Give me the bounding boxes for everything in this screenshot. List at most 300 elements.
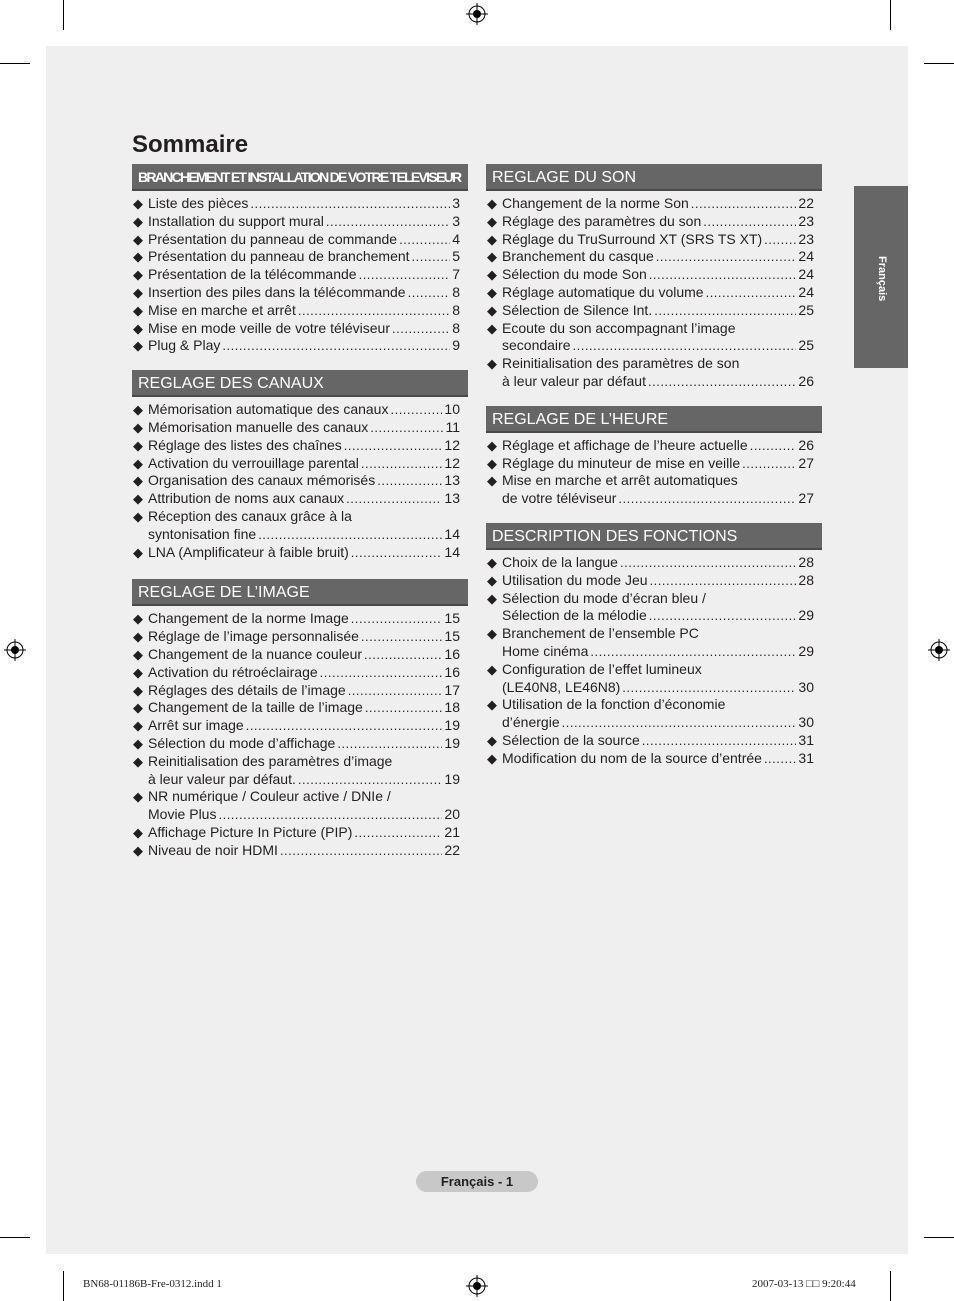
toc-entry[interactable] [132,788,468,824]
toc-entry-line [502,679,814,697]
dot-leader [706,284,797,302]
toc-page-number: 19 [444,734,460,751]
toc-entry[interactable] [132,544,468,562]
toc-entry-text: Réglage des listes des chaînes [148,436,342,453]
dot-leader [622,679,796,697]
dot-leader [361,628,443,646]
diamond-bullet-icon: ◆ [133,213,143,229]
toc-entry-text: Configuration de l’effet lumineux [502,660,702,677]
diamond-bullet-icon: ◆ [133,302,143,318]
toc-entry[interactable] [132,508,468,544]
toc-entry[interactable] [132,610,468,628]
toc-entry[interactable] [132,646,468,664]
dot-leader [618,490,796,508]
toc-page-number: 23 [798,212,814,229]
toc-entry-line [502,472,814,490]
toc-entry-line [148,508,460,526]
toc-entry-text: Réglage de l’image personnalisée [148,628,359,645]
toc-entry-text: Réception des canaux grâce à la [148,507,352,524]
section-heading: REGLAGE DE L’HEURE [486,406,822,433]
toc-page-number: 24 [798,283,814,300]
toc-page-number: 29 [798,642,814,659]
toc-section [486,164,822,391]
diamond-bullet-icon: ◆ [133,320,143,336]
toc-entry[interactable] [486,750,822,768]
toc-section [132,164,468,355]
toc-page-number: 3 [452,195,460,211]
footer-file-name: BN68-01186B-Fre-0312.indd 1 [83,1278,222,1290]
dot-leader [750,437,797,455]
toc-entry-line [502,231,814,249]
toc-page-number: 18 [444,699,460,716]
toc-entry-text: Sélection de Silence Int. [502,301,653,318]
toc-entry-text: Activation du rétroéclairage [148,663,318,680]
toc-entry[interactable] [486,732,822,750]
dot-leader [408,284,451,302]
dot-leader [377,472,442,490]
toc-page-number: 25 [798,301,814,318]
toc-page-number: 5 [452,248,460,265]
toc-entry[interactable] [132,337,468,355]
toc-page-number: 9 [452,337,460,354]
toc-entry[interactable] [486,590,822,626]
toc-page-number: 11 [445,418,460,435]
toc-entry-text: Réglage du minuteur de mise en veille [502,454,741,471]
toc-entry-text: Présentation du panneau de commande [148,230,398,247]
dot-leader [280,842,442,860]
diamond-bullet-icon: ◆ [487,697,497,713]
diamond-bullet-icon: ◆ [133,508,143,524]
dot-leader [298,771,443,789]
toc-entry-text: Sélection du mode d’affichage [148,734,336,751]
diamond-bullet-icon: ◆ [133,402,143,418]
diamond-bullet-icon: ◆ [133,664,143,680]
dot-leader [412,248,451,266]
toc-section [132,579,468,859]
toc-entry-line [502,266,814,284]
toc-entry-text: Mémorisation manuelle des canaux [148,418,369,435]
toc-entry-line [502,696,814,714]
toc-entry-line [502,455,814,473]
toc-entry[interactable] [486,213,822,231]
diamond-bullet-icon: ◆ [133,455,143,471]
toc-entry[interactable] [486,231,822,249]
toc-entry-line [502,714,814,732]
toc-entry[interactable] [486,195,822,213]
toc-page-number: 30 [798,714,814,731]
toc-entry-text: Liste des pièces [148,195,249,211]
dot-leader [654,302,796,320]
dot-leader [649,607,797,625]
diamond-bullet-icon: ◆ [487,590,497,606]
dot-leader [365,699,443,717]
toc-section [486,406,822,508]
toc-entry[interactable] [132,699,468,717]
toc-entry[interactable] [132,401,468,419]
toc-entry-line [502,750,814,768]
toc-entry[interactable] [132,302,468,320]
toc-entry-text: Reinitialisation des paramètres d’image [148,752,393,769]
toc-entry-line [148,337,460,355]
toc-entry-text: à leur valeur par défaut [502,372,646,389]
toc-entry[interactable] [486,472,822,508]
toc-entry-text: Réglage des paramètres du son [502,212,702,229]
crop-mark [63,1271,64,1301]
toc-page-number: 8 [452,301,460,318]
right-column [486,164,822,768]
dot-leader [348,682,443,700]
toc-entry[interactable] [486,248,822,266]
toc-page-number: 30 [798,678,814,695]
dot-leader [351,610,443,628]
toc-entry-line [148,753,460,771]
dot-leader [392,320,450,338]
toc-entry-text: Changement de la nuance couleur [148,645,363,662]
toc-entry-text: Branchement de l’ensemble PC [502,625,699,642]
toc-entry-text: à leur valeur par défaut. [148,770,296,787]
toc-entry[interactable] [132,231,468,249]
dot-leader [620,554,796,572]
toc-entry-line [502,213,814,231]
toc-entry-line [148,717,460,735]
toc-list [132,195,468,355]
toc-page-number: 12 [444,454,460,471]
toc-entry[interactable] [486,696,822,732]
language-side-tab [854,186,908,368]
toc-entry-text: Choix de la langue [502,553,618,570]
toc-entry-line [148,824,460,842]
diamond-bullet-icon: ◆ [487,284,497,300]
toc-page-number: 19 [444,717,460,734]
toc-entry-text: Home cinéma [502,642,589,659]
toc-page-number: 15 [444,628,460,645]
dot-leader [364,646,442,664]
toc-entry-line [148,437,460,455]
toc-page-number: 28 [798,553,814,570]
toc-page-number: 29 [798,607,814,624]
toc-entry[interactable] [132,320,468,338]
toc-entry-line [148,610,460,628]
diamond-bullet-icon: ◆ [133,338,143,354]
toc-entry[interactable] [486,661,822,697]
diamond-bullet-icon: ◆ [133,682,143,698]
toc-page-number: 31 [798,749,814,766]
toc-list [486,437,822,508]
toc-entry-text: Activation du verrouillage parental [148,454,359,471]
registration-mark-icon [466,1275,488,1297]
diamond-bullet-icon: ◆ [133,789,143,805]
toc-entry-line [148,490,460,508]
toc-entry-line [502,661,814,679]
toc-entry-line [148,195,460,213]
toc-entry[interactable] [132,195,468,213]
diamond-bullet-icon: ◆ [487,554,497,570]
toc-entry-text: Reinitialisation des paramètres de son [502,355,740,372]
toc-entry[interactable] [132,824,468,842]
dot-leader [742,455,796,473]
toc-entry-line [502,572,814,590]
dot-leader [326,213,450,231]
crop-mark [890,1271,891,1301]
toc-section [486,523,822,768]
toc-entry-text: Sélection de la source [502,731,640,748]
toc-list [486,195,822,391]
toc-entry-text: Réglage automatique du volume [502,283,704,300]
toc-entry-text: Sélection de la mélodie [502,607,647,624]
toc-entry-text: Arrêt sur image [148,717,244,734]
toc-entry-text: Réglage et affichage de l’heure actuelle [502,436,748,453]
toc-entry[interactable] [132,717,468,735]
toc-entry-line [148,699,460,717]
diamond-bullet-icon: ◆ [133,629,143,645]
section-heading: REGLAGE DU SON [486,164,822,191]
toc-entry-line [148,735,460,753]
diamond-bullet-icon: ◆ [133,249,143,265]
toc-entry-line [502,373,814,391]
dot-leader [346,490,442,508]
toc-page-number: 7 [452,266,460,283]
toc-entry-line [502,195,814,213]
toc-entry[interactable] [132,682,468,700]
dot-leader [764,750,796,768]
section-heading: REGLAGE DES CANAUX [132,370,468,397]
diamond-bullet-icon: ◆ [487,626,497,642]
dot-leader [573,337,797,355]
diamond-bullet-icon: ◆ [487,231,497,247]
diamond-bullet-icon: ◆ [487,320,497,336]
toc-entry[interactable] [132,266,468,284]
diamond-bullet-icon: ◆ [133,231,143,247]
side-tab-label: Français [876,256,888,302]
toc-entry-text: Installation du support mural [148,212,324,229]
dot-leader [590,643,796,661]
toc-page-number: 23 [798,230,814,247]
toc-entry-line [502,732,814,750]
diamond-bullet-icon: ◆ [487,473,497,489]
toc-page-number: 8 [452,319,460,336]
diamond-bullet-icon: ◆ [133,842,143,858]
toc-entry-text: syntonisation fine [148,525,257,542]
toc-list [132,610,468,859]
dot-leader [222,337,450,355]
toc-entry-line [502,643,814,661]
toc-page-number: 17 [444,681,460,698]
toc-page-number: 15 [444,610,460,627]
toc-entry-text: Réglages des détails de l’image [148,681,346,698]
toc-page-number: 24 [798,266,814,283]
toc-entry-line [502,284,814,302]
toc-entry-line [148,842,460,860]
diamond-bullet-icon: ◆ [487,249,497,265]
toc-entry-line [148,544,460,562]
diamond-bullet-icon: ◆ [133,735,143,751]
toc-entry[interactable] [486,355,822,391]
toc-entry-text: Mise en marche et arrêt automatiques [502,472,738,489]
toc-entry-line [148,231,460,249]
toc-entry-line [502,337,814,355]
toc-entry-text: Niveau de noir HDMI [148,841,278,858]
crop-mark [63,0,64,30]
toc-page-number: 25 [798,337,814,354]
page-title: Sommaire [132,131,249,158]
diamond-bullet-icon: ◆ [133,544,143,560]
toc-entry-line [148,628,460,646]
crop-mark [890,0,891,30]
dot-leader [354,824,442,842]
dot-leader [642,732,797,750]
toc-page-number: 26 [798,372,814,389]
dot-leader [370,419,443,437]
toc-entry[interactable] [132,419,468,437]
dot-leader [390,401,442,419]
crop-mark [0,63,30,64]
toc-entry-line [148,302,460,320]
toc-entry-line [502,625,814,643]
toc-entry[interactable] [132,248,468,266]
toc-entry-line [502,355,814,373]
toc-entry-line [502,320,814,338]
toc-entry-text: Mise en marche et arrêt [148,301,296,318]
toc-entry-text: Mémorisation automatique des canaux [148,401,389,418]
toc-entry[interactable] [486,554,822,572]
toc-entry-line [502,590,814,608]
toc-page-number: 20 [444,806,460,823]
toc-entry-text: Mise en mode veille de votre téléviseur [148,319,391,336]
dot-leader [361,455,443,473]
registration-mark-icon [4,639,26,661]
dot-leader [258,526,442,544]
toc-page-number: 10 [444,401,460,418]
dot-leader [691,195,797,213]
dot-leader [399,231,450,249]
toc-entry-line [148,455,460,473]
diamond-bullet-icon: ◆ [133,700,143,716]
toc-entry-line [148,771,460,789]
toc-entry-line [502,302,814,320]
dot-leader [344,437,443,455]
toc-entry-text: NR numérique / Couleur active / DNIe / [148,788,391,805]
toc-entry-text: Présentation du panneau de branchement [148,248,410,265]
toc-entry[interactable] [132,664,468,682]
diamond-bullet-icon: ◆ [133,267,143,283]
page-number-badge: Français - 1 [416,1171,538,1192]
toc-entry[interactable] [132,455,468,473]
diamond-bullet-icon: ◆ [133,718,143,734]
toc-entry[interactable] [486,455,822,473]
toc-entry[interactable] [486,572,822,590]
section-heading: BRANCHEMENT ET INSTALLATION DE VOTRE TELEVISEUR [132,164,468,191]
toc-entry[interactable] [132,437,468,455]
diamond-bullet-icon: ◆ [487,437,497,453]
toc-entry[interactable] [132,753,468,789]
toc-entry-line [148,284,460,302]
dot-leader [648,373,796,391]
dot-leader [337,735,442,753]
left-column [132,164,468,860]
toc-entry[interactable] [132,842,468,860]
toc-entry[interactable] [132,213,468,231]
toc-page-number: 24 [798,248,814,265]
dot-leader [703,213,796,231]
toc-page-number: 27 [798,490,814,507]
toc-page-number: 16 [444,645,460,662]
toc-entry[interactable] [486,320,822,356]
dot-leader [250,195,450,213]
diamond-bullet-icon: ◆ [487,455,497,471]
dot-leader [298,302,450,320]
toc-entry[interactable] [132,284,468,302]
section-heading: REGLAGE DE L’IMAGE [132,579,468,606]
dot-leader [764,231,796,249]
diamond-bullet-icon: ◆ [487,302,497,318]
toc-list [132,401,468,561]
toc-entry-line [148,682,460,700]
toc-page-number: 22 [444,841,460,858]
toc-page-number: 3 [452,212,460,229]
registration-mark-icon [928,639,950,661]
toc-page-number: 27 [798,454,814,471]
toc-entry[interactable] [486,284,822,302]
crop-mark [924,63,954,64]
toc-entry-text: Affichage Picture In Picture (PIP) [148,823,353,840]
toc-entry-text: Sélection du mode Son [502,266,647,283]
toc-entry[interactable] [486,302,822,320]
toc-entry-text: Utilisation du mode Jeu [502,571,648,588]
diamond-bullet-icon: ◆ [487,213,497,229]
toc-entry-text: Ecoute du son accompagnant l’image [502,319,736,336]
toc-entry[interactable] [132,628,468,646]
dot-leader [649,266,797,284]
toc-entry-text: de votre téléviseur [502,490,617,507]
toc-entry-line [148,472,460,490]
toc-page-number: 12 [444,436,460,453]
toc-entry-line [502,490,814,508]
toc-entry[interactable] [132,490,468,508]
toc-entry-text: Changement de la taille de l’image [148,699,363,716]
toc-entry[interactable] [486,625,822,661]
toc-entry-text: Sélection du mode d’écran bleu / [502,589,706,606]
toc-entry-text: Modification du nom de la source d’entrée [502,749,762,766]
toc-entry-line [502,554,814,572]
toc-entry-line [502,607,814,625]
footer-timestamp: 2007-03-13 □□ 9:20:44 [752,1278,856,1290]
toc-page-number: 13 [444,472,460,489]
diamond-bullet-icon: ◆ [133,824,143,840]
toc-page-number: 22 [798,195,814,211]
diamond-bullet-icon: ◆ [133,196,143,211]
toc-entry-line [148,526,460,544]
registration-mark-icon [466,3,488,25]
toc-entry-line [148,788,460,806]
toc-page-number: 19 [444,770,460,787]
toc-entry-line [148,806,460,824]
diamond-bullet-icon: ◆ [133,419,143,435]
toc-entry-text: d’énergie [502,714,560,731]
toc-entry[interactable] [132,472,468,490]
diamond-bullet-icon: ◆ [133,473,143,489]
diamond-bullet-icon: ◆ [487,267,497,283]
toc-entry-line [148,419,460,437]
dot-leader [218,806,442,824]
toc-entry[interactable] [132,735,468,753]
toc-page-number: 4 [452,230,460,247]
diamond-bullet-icon: ◆ [487,661,497,677]
diamond-bullet-icon: ◆ [133,437,143,453]
toc-entry[interactable] [486,437,822,455]
toc-entry-line [148,248,460,266]
toc-page-number: 13 [444,490,460,507]
toc-entry[interactable] [486,266,822,284]
